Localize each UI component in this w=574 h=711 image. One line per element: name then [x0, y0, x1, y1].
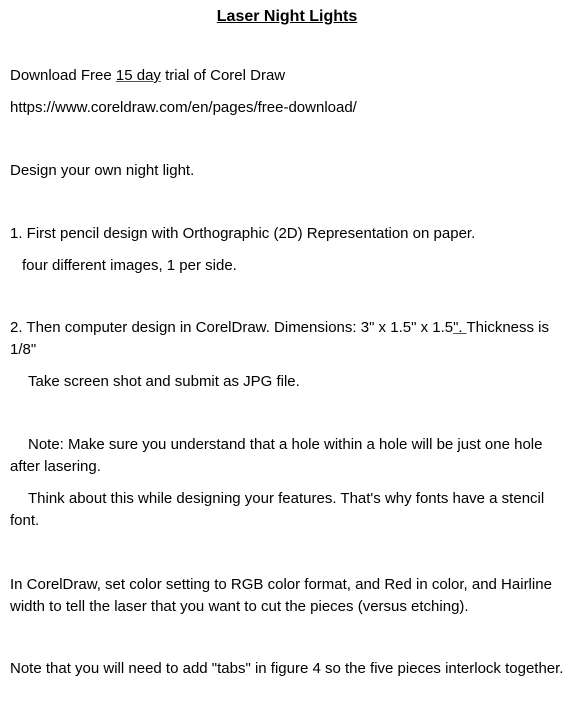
tabs-note-paragraph: Note that you will need to add "tabs" in figure 4 so the five pieces interlock together. [10, 660, 564, 677]
step-2-paragraph [10, 317, 566, 361]
step-2-inch-mark: ". [453, 319, 467, 336]
step-1-paragraph: 1. First pencil design with Orthographic (2D) Representation on paper. [10, 225, 476, 242]
note-stencil-paragraph: Think about this while designing your features. That's why fonts have a stencil font. [10, 490, 545, 529]
design-own-paragraph: Design your own night light. [10, 162, 195, 179]
step-1-subtext: four different images, 1 per side. [22, 257, 237, 274]
download-prefix: Download Free [10, 67, 116, 84]
trial-length-link[interactable]: 15 day [115, 67, 161, 84]
download-url: https://www.coreldraw.com/en/pages/free-download/ [10, 99, 357, 116]
download-suffix: trial of Corel Draw [160, 67, 286, 84]
coreldraw-setting-paragraph: In CorelDraw, set color setting to RGB color format, and Red in color, and Hairline width to tell the laser that you want to cut the pieces (versus etching). [10, 576, 552, 615]
document-title: Laser Night Lights [216, 8, 358, 25]
note-hole-paragraph: Note: Make sure you understand that a hole within a hole will be just one hole after lasering. [10, 436, 543, 475]
step-2-prefix: 2. Then computer design in CorelDraw. Dimensions: 3" x 1.5" x 1.5 [10, 319, 454, 336]
step-2-subtext: Take screen shot and submit as JPG file. [28, 373, 300, 390]
download-line [10, 65, 566, 87]
step-2-suffix: Thickness is 1/8" [10, 319, 550, 358]
